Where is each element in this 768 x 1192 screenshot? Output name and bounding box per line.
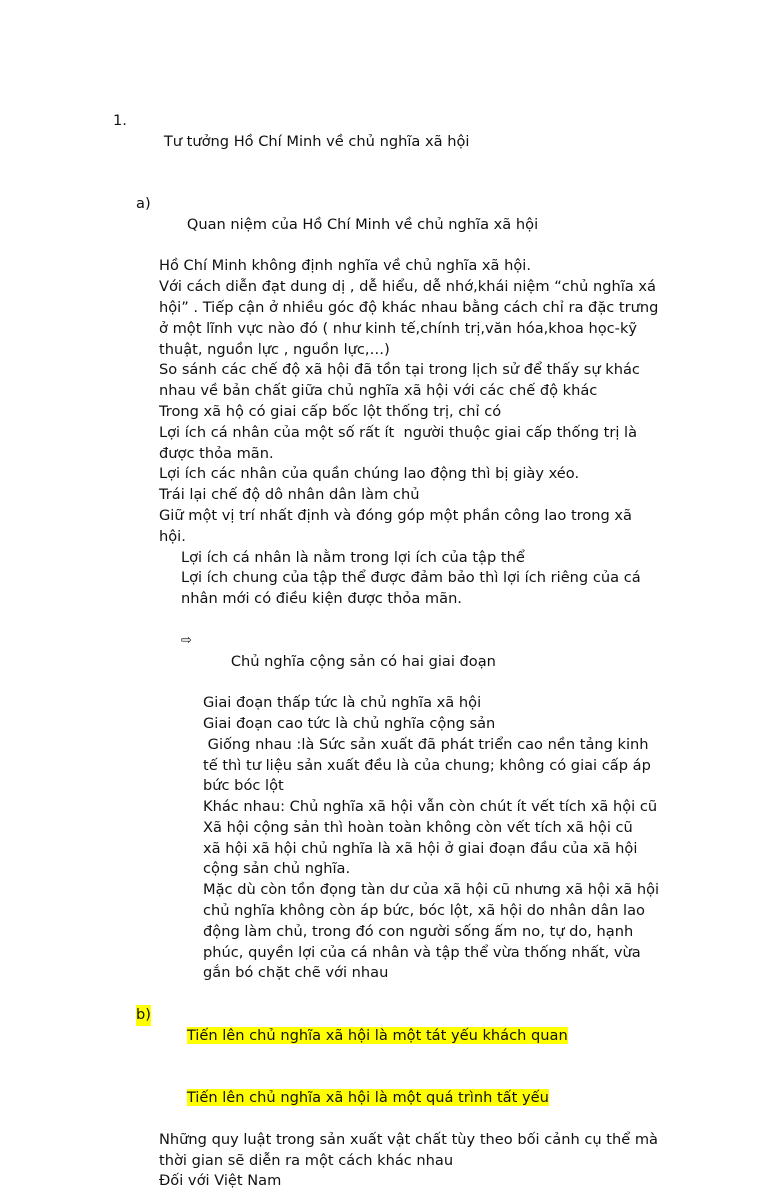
highlight-line [0, 1067, 768, 1129]
indent-line: Lợi ích cá nhân là nằm trong lợi ích của tập thể [181, 548, 525, 566]
section-a-title-line [0, 173, 768, 256]
arrow-sub-line: phúc, quyền lợi của cá nhân và tập thể vừa thống nhất, vừa [203, 943, 641, 961]
arrow-sub-line: Xã hội cộng sản thì hoàn toàn không còn vết tích xã hội cũ [203, 818, 633, 836]
arrow-sub-line: Giai đoạn cao tức là chủ nghĩa cộng sản [203, 714, 496, 732]
arrow-sub-line: bức bóc lột [203, 777, 284, 795]
section-a-title: Quan niệm của Hồ Chí Minh về chủ nghĩa xã hội [186, 215, 539, 233]
body-line: Trái lại chế độ dô nhân dân làm chủ [159, 486, 420, 504]
body-line: thời gian sẽ diễn ra một cách khác nhau [159, 1151, 454, 1169]
arrow-sub-line: Giống nhau :là Sức sản xuất đã phát triển cao nền tảng kinh [203, 735, 649, 753]
arrow-sub-line: Khác nhau: Chủ nghĩa xã hội vẫn còn chút ít vết tích xã hội cũ [203, 798, 658, 816]
body-line: hội. [159, 527, 186, 545]
arrow-sub-line: xã hội xã hội chủ nghĩa là xã hội ở giai đoạn đầu của xã hội [203, 839, 638, 857]
body-line: Trong xã hộ có giai cấp bốc lột thống trị, chỉ có [159, 402, 502, 420]
body-line: Hồ Chí Minh không định nghĩa về chủ nghĩa xã hội. [159, 257, 531, 275]
indent-line: nhân mới có điều kiện được thỏa mãn. [181, 590, 462, 608]
arrow-sub-line: Giai đoạn thấp tức là chủ nghĩa xã hội [203, 694, 482, 712]
arrow-sub-line: cộng sản chủ nghĩa. [203, 860, 351, 878]
arrow-right-icon: ⇨ [181, 632, 192, 648]
indent-line: Lợi ích chung của tập thể được đảm bảo thì lợi ích riêng của cá [181, 569, 641, 587]
arrow-sub-line: động làm chủ, trong đó con người sống ấm no, tự do, hạnh [203, 922, 634, 940]
body-line: Lợi ích các nhân của quần chúng lao động thì bị giày xéo. [159, 465, 580, 483]
body-line: So sánh các chế độ xã hội đã tồn tại trong lịch sử để thấy sự khác [159, 361, 640, 379]
body-line: Lợi ích cá nhân của một số rất ít người thuộc giai cấp thống trị là [159, 423, 638, 441]
section-a-marker: a) [136, 194, 151, 212]
arrow-sub-line: tế thì tư liệu sản xuất đều là của chung; không có giai cấp áp [203, 756, 651, 774]
highlight-text: Tiến lên chủ nghĩa xã hội là một quá trình tất yếu [186, 1089, 549, 1107]
body-line: Những quy luật trong sản xuất vật chất tùy theo bối cảnh cụ thể mà [159, 1130, 659, 1148]
section-b-title-line [0, 984, 768, 1067]
body-line: Với cách diễn đạt dung dị , dễ hiểu, dễ nhớ,khái niệm “chủ nghĩa xá [159, 278, 656, 296]
body-line: nhau về bản chất giữa chủ nghĩa xã hội với các chế độ khác [159, 382, 598, 400]
body-line: được thỏa mãn. [159, 444, 274, 462]
body-line: Giữ một vị trí nhất định và đóng góp một phần công lao trong xã [159, 506, 632, 524]
document-body [0, 90, 768, 1192]
body-line: thuật, nguồn lực , nguồn lực,…) [159, 340, 390, 358]
heading-text: Tư tưởng Hồ Chí Minh về chủ nghĩa xã hội [163, 132, 470, 150]
arrow-bullet-line [0, 610, 768, 693]
body-line: ở một lĩnh vực nào đó ( như kinh tế,chính trị,văn hóa,khoa học-kỹ [159, 319, 638, 337]
arrow-sub-line: chủ nghĩa không còn áp bức, bóc lột, xã hội do nhân dân lao [203, 902, 645, 920]
heading-number: 1. [113, 111, 127, 129]
section-b-title: Tiến lên chủ nghĩa xã hội là một tát yếu khách quan [186, 1026, 568, 1044]
body-line: hội” . Tiếp cận ở nhiều góc độ khác nhau bằng cách chỉ ra đặc trưng [159, 298, 659, 316]
arrow-bullet-text: Chủ nghĩa cộng sản có hai giai đoạn [230, 652, 496, 670]
arrow-sub-line: gắn bó chặt chẽ với nhau [203, 964, 389, 982]
arrow-sub-line: Mặc dù còn tồn đọng tàn dư của xã hội cũ nhưng xã hội xã hội [203, 881, 660, 899]
heading-line [0, 90, 768, 173]
section-b-marker: b) [136, 1005, 151, 1026]
body-line: Đối với Việt Nam [159, 1172, 282, 1190]
